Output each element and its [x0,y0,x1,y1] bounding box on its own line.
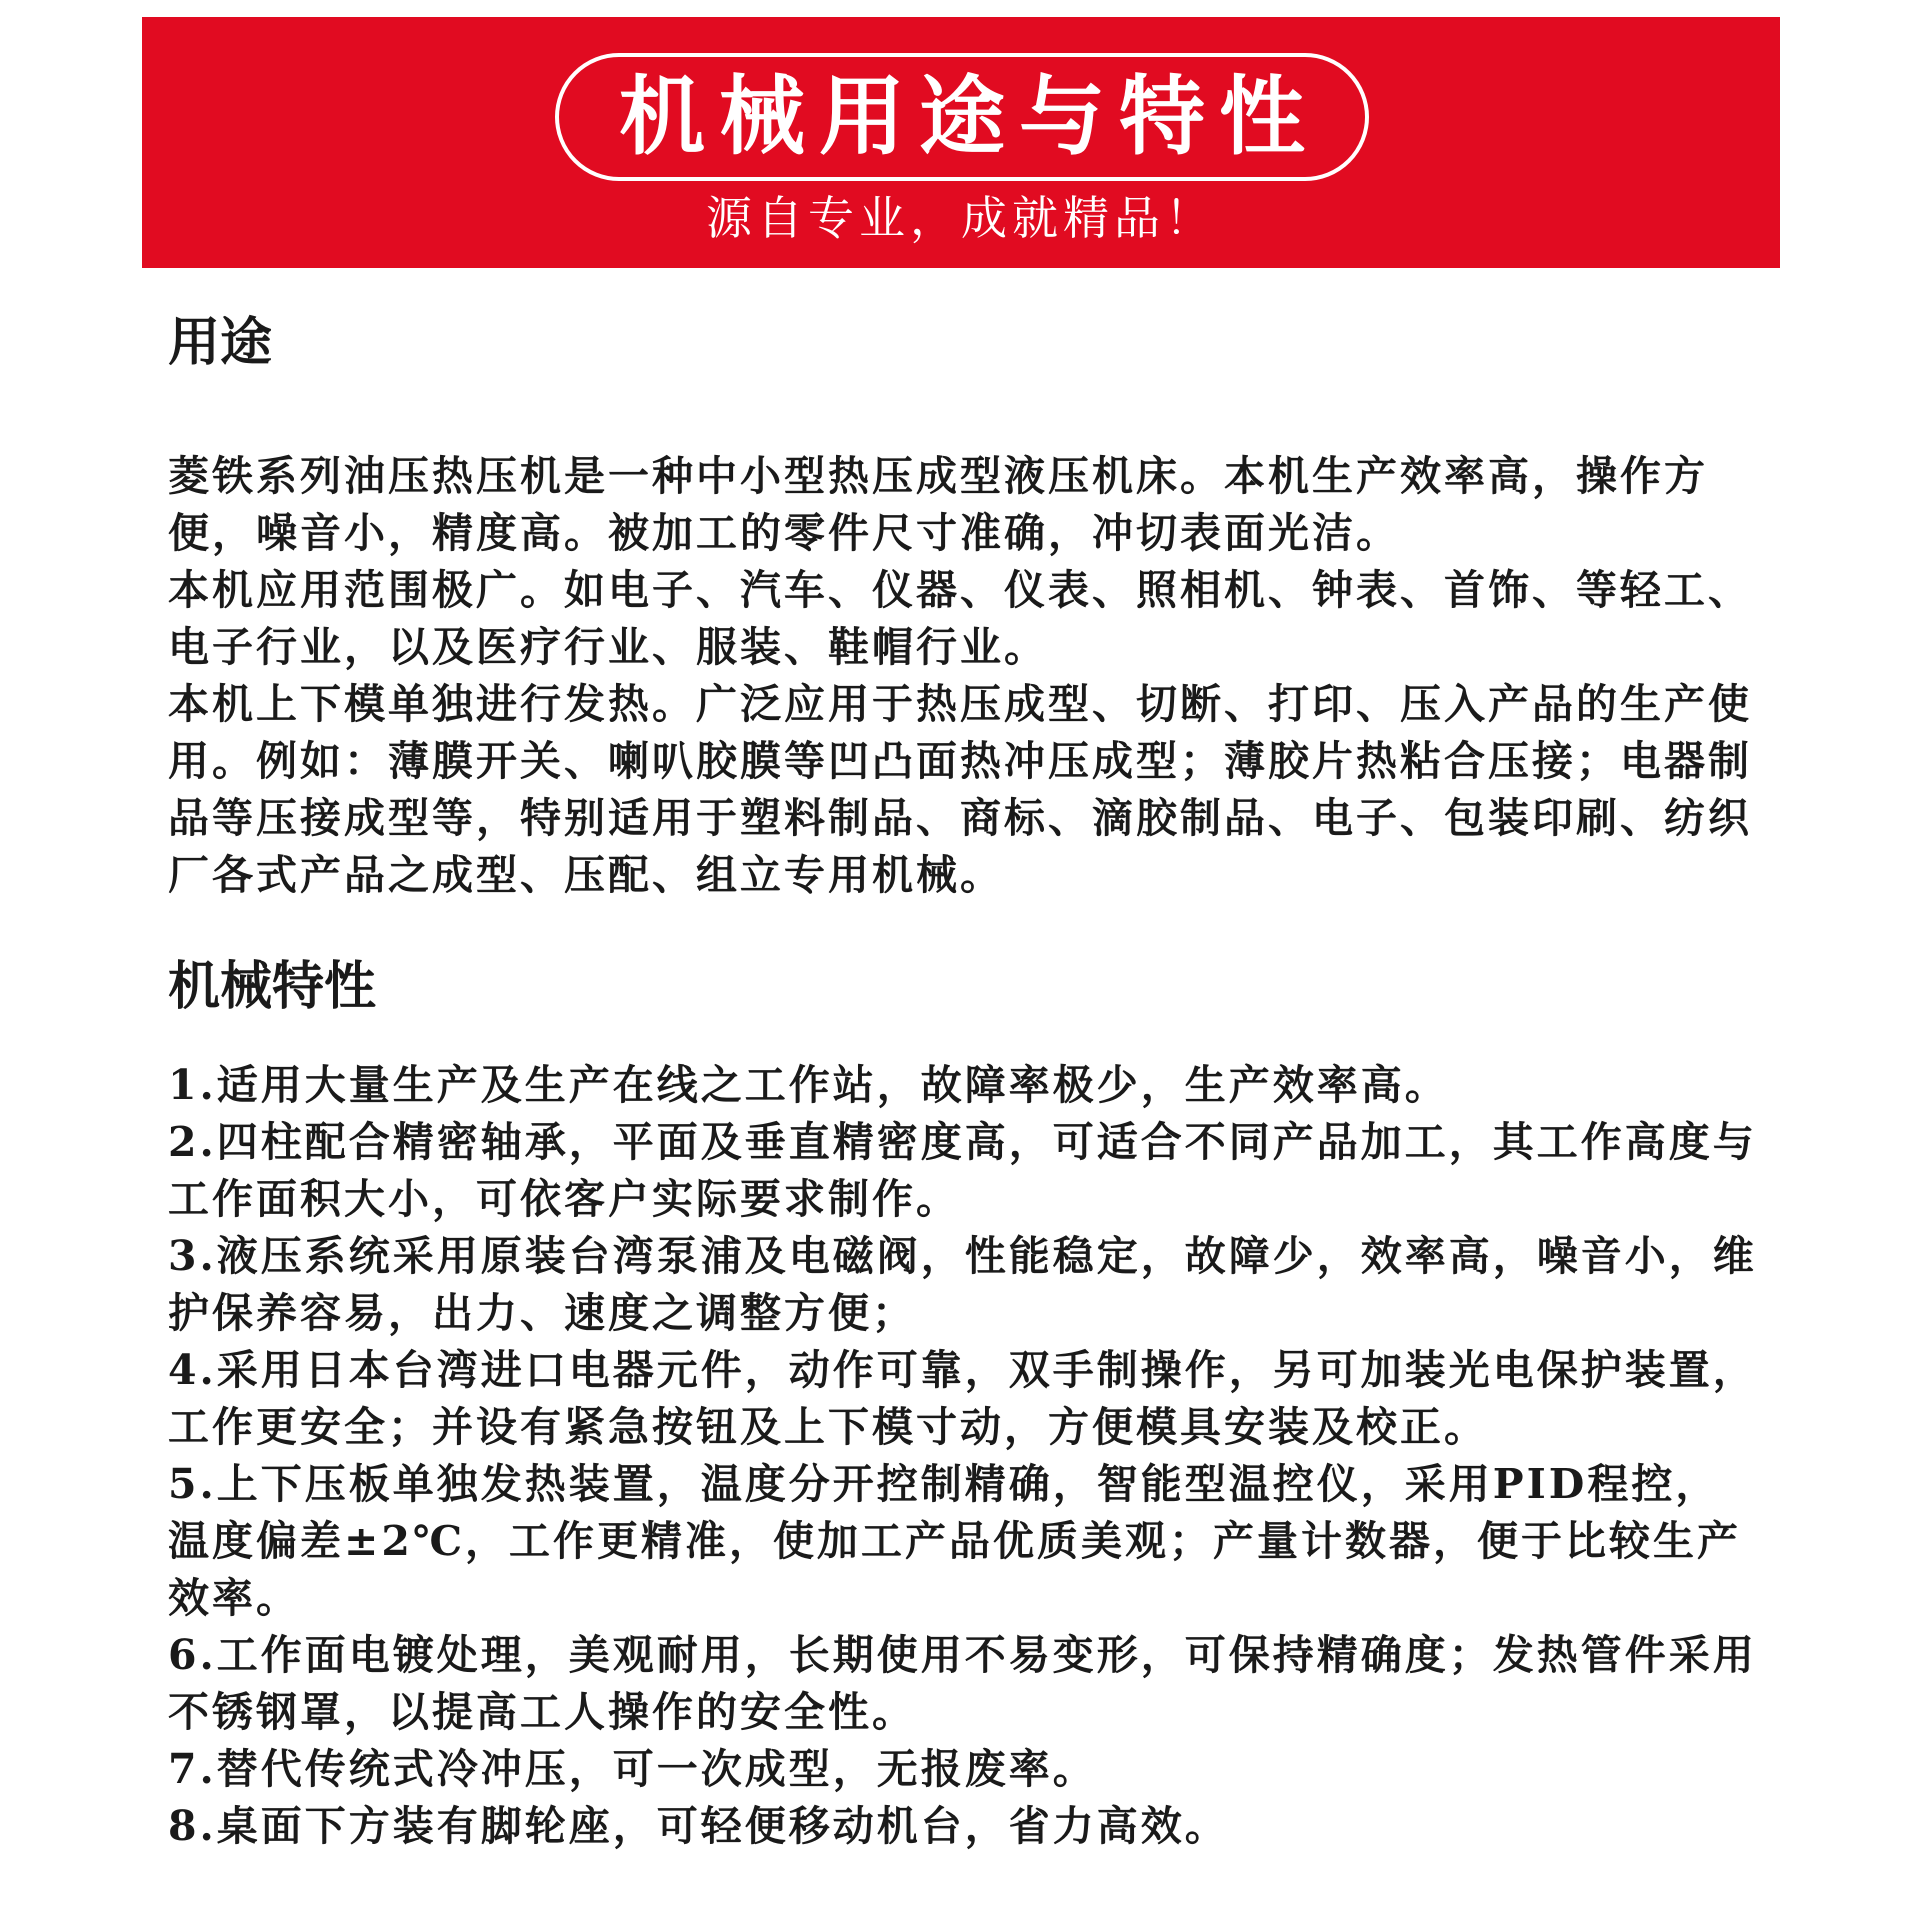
usage-paragraph: 本机应用范围极广。如电子、汽车、仪器、仪表、照相机、钟表、首饰、等轻工、电子行业，以及医疗行业、服装、鞋帽行业。 [168,566,1752,672]
feature-item: 3.液压系统采用原装台湾泵浦及电磁阀，性能稳定，故障少，效率高，噪音小，维护保养容易，出力、速度之调整方便； [168,1231,1757,1337]
features-heading: 机械特性 [168,957,377,1018]
page-title: 机械用途与特性 [619,67,1319,167]
feature-item: 7.替代传统式冷冲压，可一次成型，无报废率。 [168,1744,1097,1793]
header-banner [142,17,1780,268]
feature-item: 2.四柱配合精密轴承，平面及垂直精密度高，可适合不同产品加工，其工作高度与工作面积大小，可依客户实际要求制作。 [168,1117,1757,1223]
usage-section [168,448,1758,904]
feature-item: 6.工作面电镀处理，美观耐用，长期使用不易变形，可保持精确度；发热管件采用不锈钢罩，以提高工人操作的安全性。 [168,1630,1757,1736]
title-pill [555,53,1369,181]
features-list [168,1057,1758,1855]
usage-paragraph: 菱铁系列油压热压机是一种中小型热压成型液压机床。本机生产效率高，操作方便，噪音小，精度高。被加工的零件尺寸准确，冲切表面光洁。 [168,452,1708,558]
feature-item: 8.桌面下方装有脚轮座，可轻便移动机台，省力高效。 [168,1801,1229,1850]
usage-heading: 用途 [168,313,273,373]
feature-item: 5.上下压板单独发热装置，温度分开控制精确，智能型温控仪，采用PID程控，温度偏差±2℃，工作更精准，使加工产品优质美观；产量计数器，便于比较生产效率。 [168,1459,1742,1622]
usage-paragraph: 本机上下模单独进行发热。广泛应用于热压成型、切断、打印、压入产品的生产使用。例如：薄膜开关、喇叭胶膜等凹凸面热冲压成型；薄胶片热粘合压接；电器制品等压接成型等，特别适用于塑料制品、商标、滴胶制品、电子、包装印刷、纺织厂各式产品之成型、压配、组立专用机械。 [168,680,1752,900]
banner-subtitle: 源自专业，成就精品！ [706,191,1216,245]
main-content [168,300,1758,1855]
feature-item: 4.采用日本台湾进口电器元件，动作可靠，双手制操作，另可加装光电保护装置，工作更安全；并设有紧急按钮及上下模寸动，方便模具安装及校正。 [168,1345,1757,1451]
feature-item: 1.适用大量生产及生产在线之工作站，故障率极少，生产效率高。 [168,1060,1449,1109]
